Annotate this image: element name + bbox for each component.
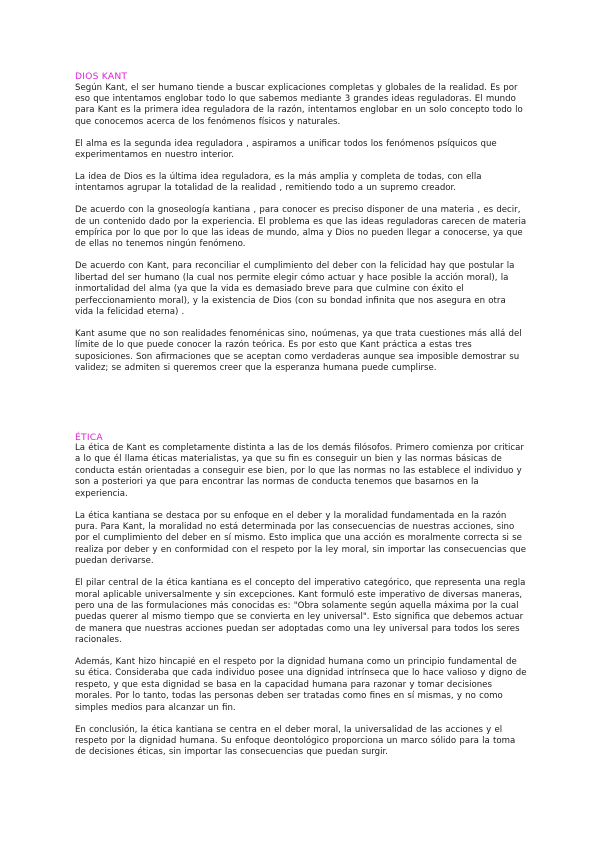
paragraph: La ética de Kant es completamente distinta a las de los demás filósofos. Primero comienza por criticar a lo que él llama éticas materialistas, ya que su fin es conseguir un bien y las normas básicas de conducta están orientadas a conseguir ese bien, por lo que las normas no las establece el individuo y son a posteriori ya que para encontrar las normas de conducta tenemos que basarnos en la experiencia. [75, 443, 524, 499]
paragraph: La idea de Dios es la última idea reguladora, es la más amplia y completa de todas, con ella intentamos agrupar la totalidad de la realidad , remitiendo todo a un supremo creador. [75, 171, 482, 194]
paragraph: La ética kantiana se destaca por su enfoque en el deber y la moralidad fundamentada en la razón pura. Para Kant, la moralidad no está determinada por las consecuencias de nuestras acciones, sino por el cumplimiento del deber en sí mismo. Esto implica que una acción es moralmente correcta si se realiza por deber y en conformidad con el respeto por la ley moral, sin importar las consecuencias que puedan derivarse. [75, 510, 527, 567]
section-heading: DIOS KANT [75, 71, 128, 82]
section-dios-kant [75, 71, 527, 375]
paragraph: De acuerdo con la gnoseología kantiana , para conocer es preciso disponer de una materia , es decir, de un contenido dado por la experiencia. El problema es que las ideas reguladoras carecen de materia empírica por lo que por lo que las ideas de mundo, alma y Dios no pueden llegar a conocerse, ya que de ellas no tenemos ningún fenómeno. [75, 205, 527, 250]
section-heading: ÉTICA [75, 431, 103, 443]
paragraph: De acuerdo con Kant, para reconciliar el cumplimiento del deber con la felicidad hay que postular la libertad del ser humano (la cual nos permite elegir cómo actuar y hace posible la acción moral), la inmortalidad del alma (ya que la vida es demasiado breve para que culmine con éxito el perfeccionamiento moral), y la existencia de Dios (con su bondad infinita que nos asegura en otra vida la felicidad eterna) . [75, 261, 515, 317]
paragraph: Además, Kant hizo hincapié en el respeto por la dignidad humana como un principio fundamental de su ética. Consideraba que cada individuo posee una dignidad intrínseca que lo hace valioso y digno de respeto, y que esta dignidad se basa en la capacidad humana para razonar y tomar decisiones morales. Por lo tanto, todas las personas deben ser tratadas como fines en sí mismas, y no como simples medios para alcanzar un fin. [75, 657, 527, 713]
paragraph: En conclusión, la ética kantiana se centra en el deber moral, la universalidad de las acciones y el respeto por la dignidad humana. Su enfoque deontológico proporciona un marco sólido para la toma de decisiones éticas, sin importar las consecuencias que puedan surgir. [75, 724, 516, 758]
paragraph: El alma es la segunda idea reguladora , aspiramos a unificar todos los fenómenos psíquicos que experimentamos en nuestro interior. [75, 138, 497, 161]
section-etica [75, 432, 527, 759]
paragraph: El pilar central de la ética kantiana es el concepto del imperativo categórico, que representa una regla moral aplicable universalmente y sin excepciones. Kant formuló este imperativo de diversas maneras, pero una de las formulaciones más conocidas es: "Obra solamente según aquella máxima por la cual puedas querer al mismo tiempo que se convierta en ley universal". Esto significa que debemos actuar de manera que nuestras acciones puedan ser adoptadas como una ley universal para todos los seres racionales. [75, 578, 526, 646]
document-body [75, 71, 527, 769]
paragraph: Kant asume que no son realidades fenoménicas sino, noúmenas, ya que trata cuestiones más allá del límite de lo que puede conocer la razón teórica. Es por esto que Kant práctica a estas tres suposiciones. Son afirmaciones que se aceptan como verdaderas aunque sea imposible demostrar su validez; se admiten si queremos creer que la esperanza humana puede cumplirse. [75, 328, 522, 374]
paragraph: Según Kant, el ser humano tiende a buscar explicaciones completas y globales de la realidad. Es por eso que intentamos englobar todo lo que sabemos mediante 3 grandes ideas reguladoras. El mundo para Kant es la primera idea reguladora de la razón, intentamos englobar en un solo concepto todo lo que conocemos acerca de los fenómenos físicos y naturales. [75, 82, 523, 127]
